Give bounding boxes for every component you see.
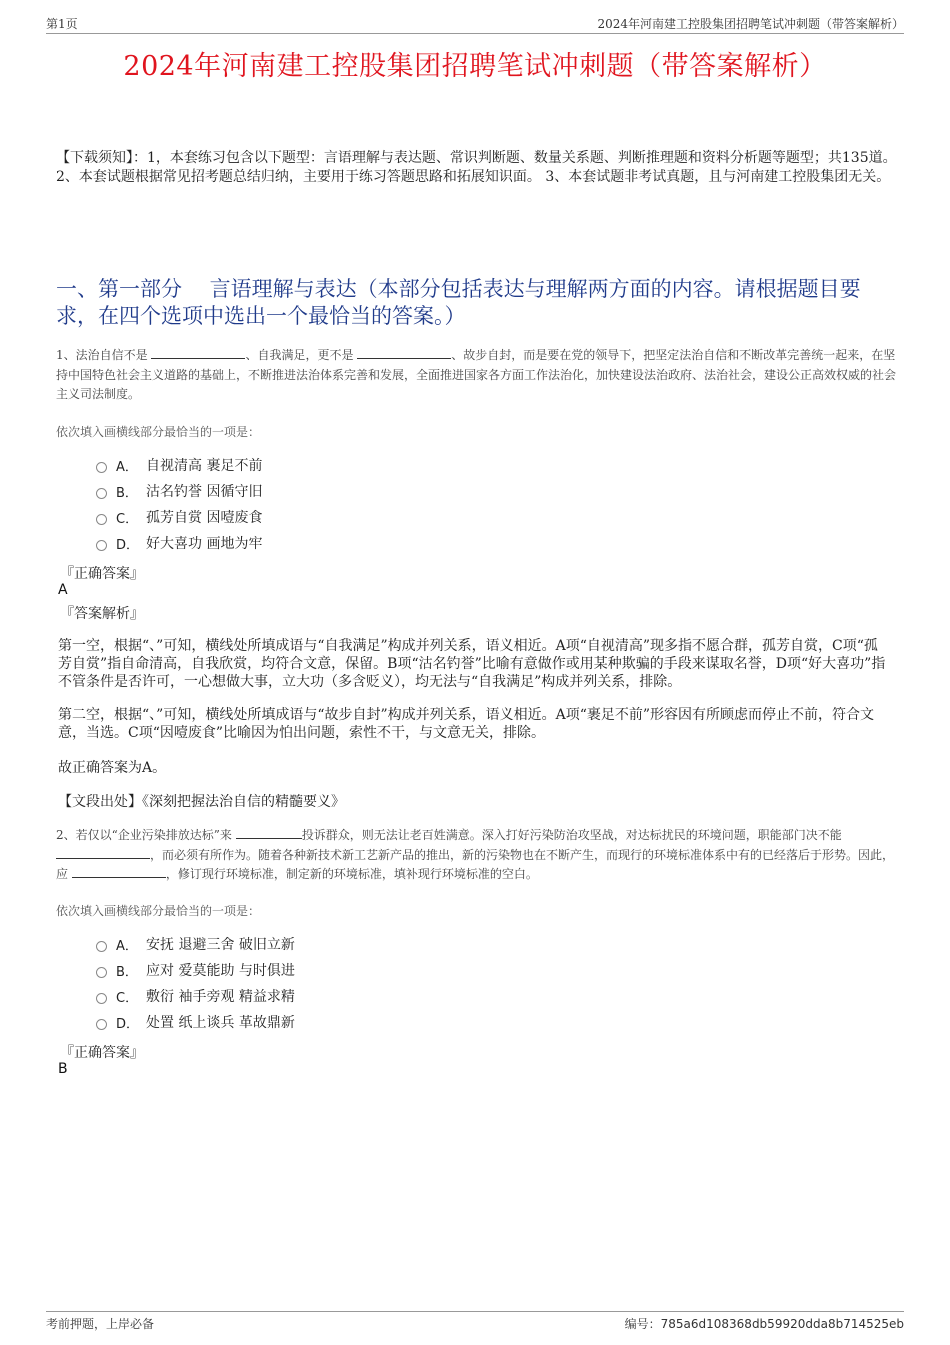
option-text: 敷衍 袖手旁观 精益求精 xyxy=(146,989,295,1005)
q2-prompt: 依次填入画横线部分最恰当的一项是： xyxy=(56,904,261,918)
q2-text-part: 投诉群众，则无法让老百姓满意。深入打好污染防治攻坚战，对达标扰民的环境问题，职能部门决不能 xyxy=(301,828,842,842)
option-letter: A． xyxy=(116,459,138,475)
header-doc-title: 2024年河南建工控股集团招聘笔试冲刺题（带答案解析） xyxy=(597,17,904,31)
page-footer xyxy=(46,1311,904,1334)
page-header xyxy=(46,14,904,34)
option-text: 应对 爱莫能助 与时俱进 xyxy=(146,963,295,979)
q2-blank-1 xyxy=(236,826,302,839)
q2-option-c[interactable] xyxy=(96,983,295,1009)
q2-blank-3 xyxy=(72,865,166,878)
q1-answer-label: 『正确答案』 xyxy=(60,566,144,582)
option-text: 孤芳自赏 因噎废食 xyxy=(146,510,263,526)
q2-text-part: 2、若仅以“企业污染排放达标”来 xyxy=(56,828,236,842)
q2-blank-2 xyxy=(56,846,150,859)
footer-code-label: 编号： xyxy=(624,1317,661,1331)
q1-options xyxy=(96,452,262,556)
radio-icon[interactable] xyxy=(96,462,107,473)
q1-text-part: 、故步自封，而是要在党的领导下，把坚定法治自信和不断改革完善统一起来，在坚持中国特色社会主义道路的基础上，不断推进法治体系完善和发展，全面推进国家各方面工作法治化，加快建设法治政府、法治社会，建设公正高效权威的社会主义司法制度。 xyxy=(56,348,897,401)
q1-option-d[interactable] xyxy=(96,530,262,556)
q1-analysis-1: 第一空，根据“、”可知，横线处所填成语与“自我满足”构成并列关系，语义相近。A项“自视清高”现多指不愿合群，孤芳自赏，C项“孤芳自赏”指自命清高，自我欣赏，均符合文意，保留。B项“沽名钓誉”比喻有意做作或用某种欺骗的手段来谋取名誉，D项“好大喜功”指不管条件是否许可，一心想做大事，立大功（多含贬义），均无法与“自我满足”构成并列关系，排除。 xyxy=(58,638,886,690)
radio-icon[interactable] xyxy=(96,514,107,525)
radio-icon[interactable] xyxy=(96,993,107,1004)
q1-text-part: 、自我满足，更不是 xyxy=(245,348,358,362)
page-number: 第1页 xyxy=(46,17,78,31)
option-letter: A． xyxy=(116,938,138,954)
q1-option-a[interactable] xyxy=(96,452,262,478)
section-title: 一、第一部分 言语理解与表达（本部分包括表达与理解两方面的内容。请根据题目要求，在四个选项中选出一个最恰当的答案。） xyxy=(56,277,861,328)
q2-answer-label: 『正确答案』 xyxy=(60,1045,144,1061)
q2-text-part: ，修订现行环境标准，制定新的环境标准，填补现行环境标准的空白。 xyxy=(165,867,538,881)
q2-answer: B xyxy=(58,1061,68,1077)
option-letter: B． xyxy=(116,964,138,980)
download-notice: 【下载须知】：1，本套练习包含以下题型：言语理解与表达题、常识判断题、数量关系题、判断推理题和资料分析题等题型；共135道。 2、本套试题根据常见招考题总结归纳，主要用于练习答题思路和拓展知识面。 3、本套试题非考试真题，且与河南建工控股集团无关。 xyxy=(56,150,897,185)
q1-text-part: 1、法治自信不是 xyxy=(56,348,152,362)
q1-option-c[interactable] xyxy=(96,504,262,530)
option-text: 沽名钓誉 因循守旧 xyxy=(146,484,263,500)
q1-blank-1 xyxy=(151,346,245,359)
q1-answer: A xyxy=(58,582,68,598)
q1-analysis-2: 第二空，根据“、”可知，横线处所填成语与“故步自封”构成并列关系，语义相近。A项“裹足不前”形容因有所顾虑而停止不前，符合文意，当选。C项“因噎废食”比喻因为怕出问题，索性不干，与文意无关，排除。 xyxy=(58,707,875,741)
option-text: 好大喜功 画地为牢 xyxy=(146,536,263,552)
q1-conclusion: 故正确答案为A。 xyxy=(58,760,167,776)
option-letter: D． xyxy=(116,537,140,553)
question-1-text xyxy=(56,346,902,405)
question-2-text xyxy=(56,826,902,885)
radio-icon[interactable] xyxy=(96,941,107,952)
q2-option-a[interactable] xyxy=(96,931,295,957)
q2-text-part: ，而必须有所作为。随着各种新技术新工艺新产品的推出，新的污染物也在不断产生，而现行的环境标准体系中有的已经落后于形势。因此，应 xyxy=(56,847,895,881)
document-title: 2024年河南建工控股集团招聘笔试冲刺题（带答案解析） xyxy=(123,51,827,82)
option-letter: B． xyxy=(116,485,138,501)
q2-option-d[interactable] xyxy=(96,1009,295,1035)
q1-blank-2 xyxy=(357,346,451,359)
radio-icon[interactable] xyxy=(96,1019,107,1030)
q2-option-b[interactable] xyxy=(96,957,295,983)
option-text: 自视清高 裹足不前 xyxy=(146,458,263,474)
footer-code xyxy=(625,1315,904,1332)
q1-option-b[interactable] xyxy=(96,478,262,504)
q1-prompt: 依次填入画横线部分最恰当的一项是： xyxy=(56,425,261,439)
q2-options xyxy=(96,931,295,1035)
footer-code-value: 785a6d108368db59920dda8b714525eb xyxy=(660,1317,904,1331)
q1-analysis-label: 『答案解析』 xyxy=(60,606,144,622)
radio-icon[interactable] xyxy=(96,967,107,978)
option-text: 处置 纸上谈兵 革故鼎新 xyxy=(146,1015,295,1031)
q1-source: 【文段出处】《深刻把握法治自信的精髓要义》 xyxy=(58,794,345,810)
footer-slogan: 考前押题，上岸必备 xyxy=(46,1317,155,1331)
option-text: 安抚 退避三舍 破旧立新 xyxy=(146,937,295,953)
radio-icon[interactable] xyxy=(96,488,107,499)
option-letter: D． xyxy=(116,1016,140,1032)
option-letter: C． xyxy=(116,511,139,527)
radio-icon[interactable] xyxy=(96,540,107,551)
option-letter: C． xyxy=(116,990,139,1006)
